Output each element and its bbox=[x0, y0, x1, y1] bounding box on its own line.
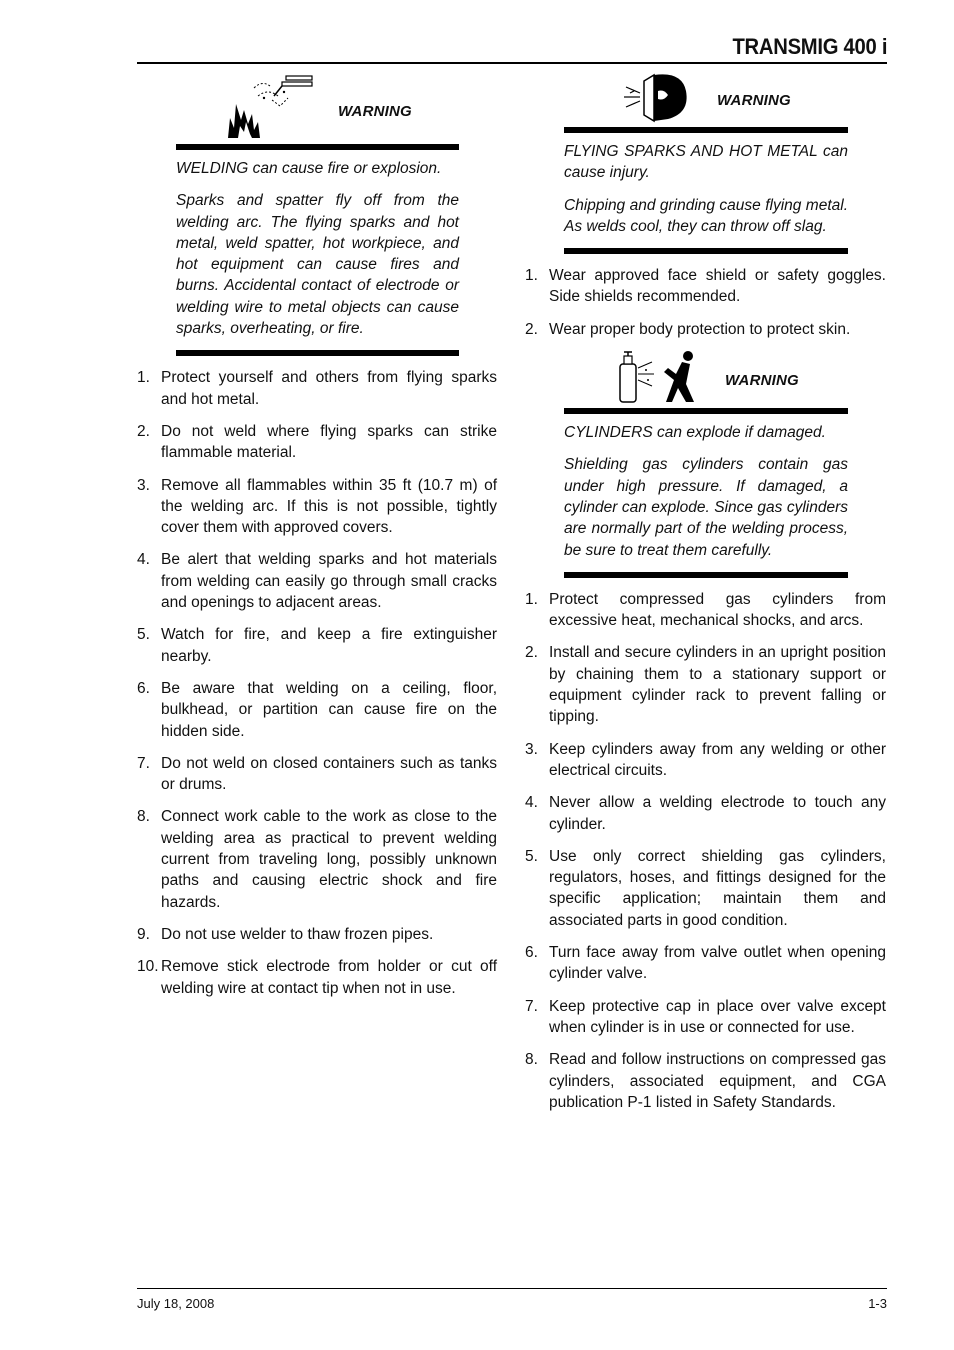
list-item-text: Install and secure cylinders in an upright position by chaining them to a stationary support or equipment cylinder rack to prevent falling or tipping. bbox=[549, 644, 886, 726]
list-item bbox=[137, 421, 497, 464]
list-item-text: Be alert that welding sparks and hot materials from welding can easily go through small cracks and openings to adjacent areas. bbox=[161, 551, 497, 612]
sparks-precautions-list bbox=[525, 265, 886, 340]
warning-body: Sparks and spatter fly off from the welding arc. The flying sparks and hot metal, weld spatter, hot workpiece, and hot equipment can cause fires and burns. Accidental contact of electrode or welding wire to metal objects can cause sparks, overheating, or fire. bbox=[176, 192, 459, 338]
list-item-number: 10. bbox=[137, 958, 159, 976]
list-item bbox=[525, 642, 886, 727]
header-rule bbox=[137, 62, 887, 64]
warning-lead: FLYING SPARKS AND HOT METAL can cause injury. bbox=[564, 143, 848, 182]
list-item-number: 1. bbox=[137, 369, 150, 387]
list-item-number: 9. bbox=[137, 925, 150, 943]
list-item-text: Remove all flammables within 35 ft (10.7 m) of the welding arc. If this is not possible, tightly cover them with approved covers. bbox=[161, 476, 497, 537]
list-item-text: Turn face away from valve outlet when opening cylinder valve. bbox=[549, 944, 886, 983]
list-item-number: 3. bbox=[137, 476, 150, 494]
page-number: 1-3 bbox=[868, 1296, 887, 1311]
warning-rule-top bbox=[176, 144, 459, 150]
fire-precautions-list bbox=[137, 367, 497, 998]
list-item bbox=[137, 924, 497, 945]
warning-rule-bottom bbox=[176, 350, 459, 356]
face-shield-icon bbox=[624, 71, 692, 123]
welding-fire-icon bbox=[224, 74, 316, 140]
list-item-text: Remove stick electrode from holder or cut off welding wire at contact tip when not in use. bbox=[161, 958, 497, 997]
list-item-number: 5. bbox=[137, 626, 150, 644]
right-column bbox=[525, 66, 886, 1124]
warning-rule-top bbox=[564, 127, 848, 133]
list-item-number: 1. bbox=[525, 590, 538, 608]
list-item-number: 7. bbox=[137, 754, 150, 772]
list-item-number: 1. bbox=[525, 267, 538, 285]
list-item-number: 8. bbox=[525, 1051, 538, 1069]
list-item-text: Keep protective cap in place over valve except when cylinder is in use or connected for use. bbox=[549, 997, 886, 1036]
fire-warning-box bbox=[176, 72, 459, 356]
list-item bbox=[137, 678, 497, 742]
product-title: TRANSMIG 400 i bbox=[732, 34, 887, 59]
warning-body: Chipping and grinding cause flying metal. As welds cool, they can throw off slag. bbox=[564, 196, 848, 235]
list-item-text: Never allow a welding electrode to touch any cylinder. bbox=[549, 794, 886, 833]
list-item-text: Protect yourself and others from flying sparks and hot metal. bbox=[161, 369, 497, 408]
list-item-text: Protect compressed gas cylinders from excessive heat, mechanical shocks, and arcs. bbox=[549, 590, 886, 630]
warning-label: WARNING bbox=[725, 372, 799, 390]
list-item-text: Use only correct shielding gas cylinders, regulators, hoses, and fittings designed for the specific application; maintain them and associated parts in good condition. bbox=[549, 847, 886, 929]
list-item-text: Be aware that welding on a ceiling, floor, bulkhead, or partition can cause fire on the hidden side. bbox=[161, 679, 497, 740]
list-item-text: Read and follow instructions on compressed gas cylinders, associated equipment, and CGA publication P-1 listed in Safety Standards. bbox=[549, 1051, 886, 1111]
warning-lead: CYLINDERS can explode if damaged. bbox=[564, 424, 826, 442]
fire-warning-header bbox=[176, 72, 459, 144]
list-item bbox=[137, 624, 497, 667]
sparks-warning-box bbox=[564, 66, 848, 254]
list-item-number: 6. bbox=[525, 944, 538, 962]
cylinder-warning-header bbox=[564, 349, 848, 408]
list-item bbox=[525, 589, 886, 632]
warning-rule-bottom bbox=[564, 572, 848, 578]
list-item bbox=[137, 367, 497, 410]
sparks-warning-header bbox=[564, 66, 848, 127]
list-item bbox=[137, 753, 497, 796]
list-item bbox=[525, 265, 886, 308]
list-item-text: Do not weld where flying sparks can strike flammable material. bbox=[161, 422, 497, 462]
list-item bbox=[525, 846, 886, 931]
list-item-number: 8. bbox=[137, 808, 150, 826]
list-item-text: Connect work cable to the work as close to the welding area as practical to prevent welding current from traveling long, possibly unknown paths and causing electric shock and fire hazards. bbox=[161, 808, 497, 911]
list-item-number: 7. bbox=[525, 997, 538, 1015]
list-item-text: Watch for fire, and keep a fire extinguisher nearby. bbox=[161, 626, 497, 665]
list-item-number: 3. bbox=[525, 740, 538, 758]
warning-rule-bottom bbox=[564, 248, 848, 254]
footer-date: July 18, 2008 bbox=[137, 1296, 215, 1311]
list-item bbox=[525, 1049, 886, 1113]
list-item bbox=[137, 475, 497, 539]
list-item bbox=[525, 792, 886, 835]
list-item-text: Wear approved face shield or safety goggles. Side shields recommended. bbox=[549, 267, 886, 306]
left-column bbox=[137, 72, 497, 1010]
list-item-number: 2. bbox=[525, 320, 538, 338]
warning-lead: WELDING can cause fire or explosion. bbox=[176, 160, 442, 177]
gas-cylinder-explosion-icon bbox=[616, 350, 696, 404]
list-item bbox=[525, 942, 886, 985]
list-item-number: 2. bbox=[137, 422, 150, 440]
footer-rule bbox=[137, 1288, 887, 1289]
list-item-text: Keep cylinders away from any welding or other electrical circuits. bbox=[549, 740, 886, 779]
list-item bbox=[137, 956, 497, 999]
list-item-number: 4. bbox=[525, 794, 538, 812]
list-item bbox=[137, 806, 497, 912]
list-item bbox=[525, 996, 886, 1039]
list-item bbox=[525, 319, 886, 340]
list-item-text: Wear proper body protection to protect skin. bbox=[549, 320, 851, 338]
list-item-number: 2. bbox=[525, 644, 538, 662]
list-item bbox=[137, 549, 497, 613]
list-item-number: 4. bbox=[137, 551, 150, 569]
list-item bbox=[525, 739, 886, 782]
list-item-number: 6. bbox=[137, 679, 150, 697]
warning-label: WARNING bbox=[717, 92, 791, 109]
warning-label: WARNING bbox=[338, 103, 412, 120]
warning-rule-top bbox=[564, 408, 848, 414]
cylinder-precautions-list bbox=[525, 589, 886, 1113]
list-item-number: 5. bbox=[525, 847, 538, 865]
warning-body: Shielding gas cylinders contain gas under high pressure. If damaged, a cylinder can explode. Since gas cylinders are normally part of the welding process, be sure to treat them carefully. bbox=[564, 456, 848, 559]
list-item-text: Do not weld on closed containers such as tanks or drums. bbox=[161, 754, 497, 794]
cylinder-warning-box bbox=[564, 349, 848, 578]
list-item-text: Do not use welder to thaw frozen pipes. bbox=[161, 925, 434, 943]
